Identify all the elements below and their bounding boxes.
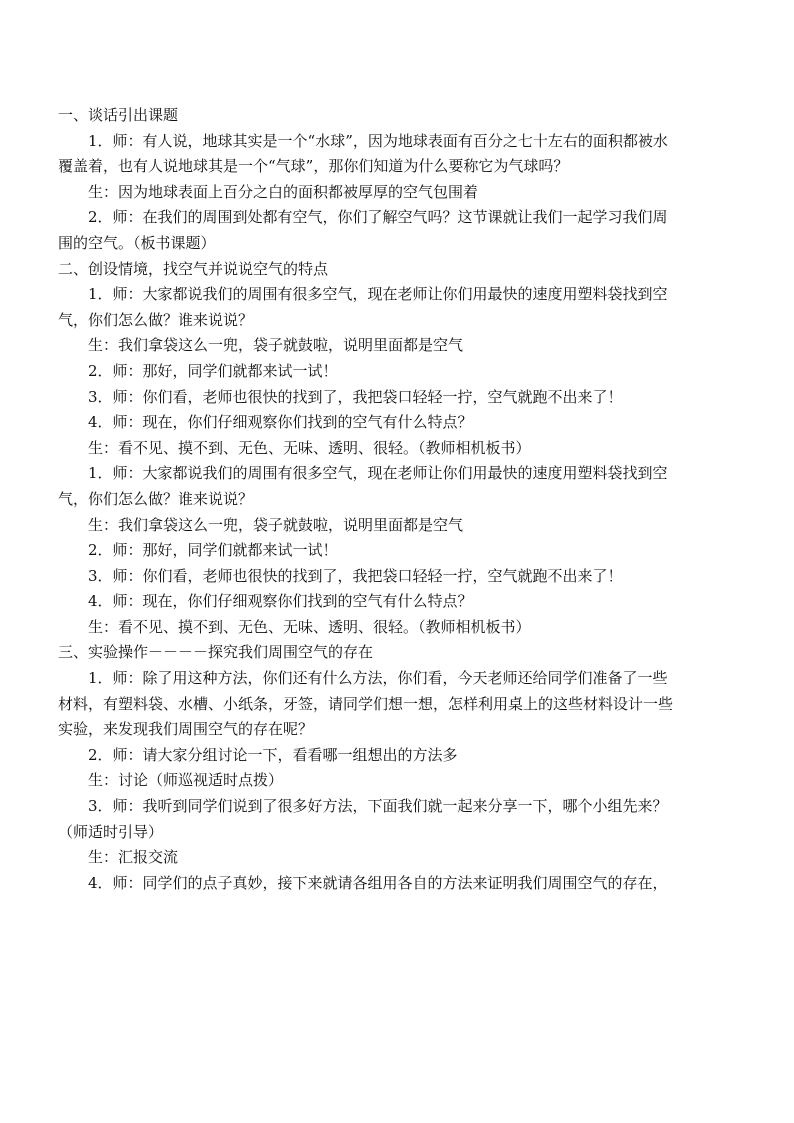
student-line: 生：汇报交流 <box>88 848 179 867</box>
teacher-line: 4．师：同学们的点子真妙，接下来就请各组用各自的方法来证明我们周围空气的存在， <box>88 873 668 892</box>
teacher-line: 2．师：在我们的周围到处都有空气，你们了解空气吗？这节课就让我们一起学习我们周 <box>88 208 668 227</box>
text-line: 气，你们怎么做？谁来说说？ <box>58 489 254 508</box>
document-body <box>58 103 726 896</box>
teacher-line: 4．师：现在，你们仔细观察你们找到的空气有什么特点？ <box>88 592 473 611</box>
section-heading: 一、谈话引出课题 <box>58 106 179 124</box>
teacher-line: 3．师：你们看，老师也很快的找到了，我把袋口轻轻一拧，空气就跑不出来了！ <box>88 566 623 585</box>
text-line: （师适时引导） <box>58 822 164 841</box>
teacher-line: 2．师：那好，同学们就都来试一试！ <box>88 361 338 380</box>
teacher-line: 3．师：我听到同学们说到了很多好方法，下面我们就一起来分享一下，哪个小组先来？ <box>88 797 668 816</box>
student-line: 生：因为地球表面上百分之白的面积都被厚厚的空气包围着 <box>88 182 479 201</box>
student-line: 生：我们拿袋这么一兜，袋子就鼓啦，说明里面都是空气 <box>88 336 464 355</box>
teacher-line: 1．师：大家都说我们的周围有很多空气，现在老师让你们用最快的速度用塑料袋找到空 <box>88 464 668 483</box>
section-heading: 三、实验操作－－－－探究我们周围空气的存在 <box>58 643 374 662</box>
teacher-line: 2．师：那好，同学们就都来试一试！ <box>88 541 338 560</box>
text-line: 围的空气。（板书课题） <box>58 233 216 252</box>
teacher-line: 1．师：大家都说我们的周围有很多空气，现在老师让你们用最快的速度用塑料袋找到空 <box>88 285 668 304</box>
student-line: 生：我们拿袋这么一兜，袋子就鼓啦，说明里面都是空气 <box>88 515 464 534</box>
text-line: 气，你们怎么做？谁来说说？ <box>58 310 254 329</box>
student-line: 生：讨论（师巡视适时点拨） <box>88 771 284 790</box>
teacher-line: 1．师：除了用这种方法，你们还有什么方法，你们看，今天老师还给同学们准备了一些 <box>88 669 668 688</box>
student-line: 生：看不见、摸不到、无色、无味、透明、很轻。（教师相机板书） <box>88 617 531 636</box>
text-line: 覆盖着，也有人说地球其是一个“气球”，那你们知道为什么要称它为气球吗？ <box>58 157 569 176</box>
teacher-line: 2．师：请大家分组讨论一下，看看哪一组想出的方法多 <box>88 745 458 764</box>
section-heading: 二、创设情境，找空气并说说空气的特点 <box>58 259 329 278</box>
teacher-line: 3．师：你们看，老师也很快的找到了，我把袋口轻轻一拧，空气就跑不出来了！ <box>88 387 623 406</box>
student-line: 生：看不见、摸不到、无色、无味、透明、很轻。（教师相机板书） <box>88 438 531 457</box>
text-line: 实验，来发现我们周围空气的存在呢？ <box>58 720 314 739</box>
teacher-line: 4．师：现在，你们仔细观察你们找到的空气有什么特点？ <box>88 413 473 432</box>
text-line: 材料，有塑料袋、水槽、小纸条，牙签，请同学们想一想，怎样利用桌上的这些材料设计一些 <box>58 694 674 713</box>
teacher-line: 1．师：有人说，地球其实是一个“水球”，因为地球表面有百分之七十左右的面积都被水 <box>88 131 668 150</box>
